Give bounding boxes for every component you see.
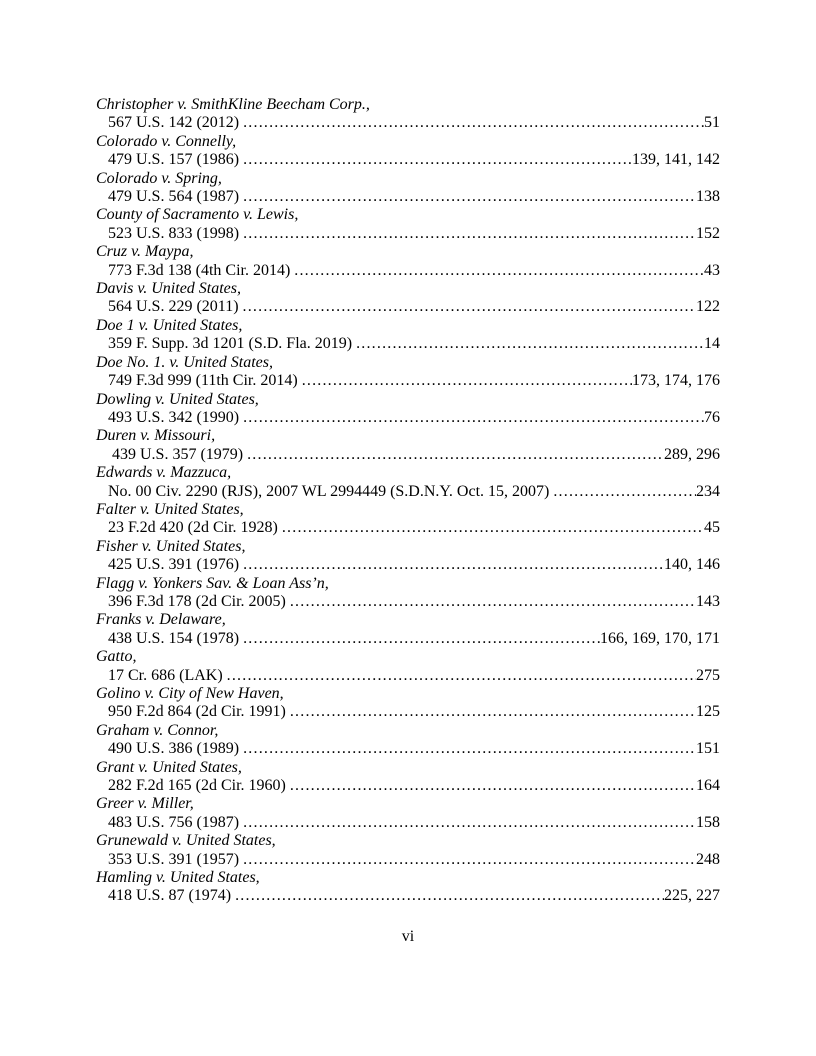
page-references: 122: [696, 298, 720, 316]
case-name: Golino v. City of New Haven,: [96, 685, 284, 702]
page-references: 76: [704, 408, 720, 426]
case-name: Colorado v. Connelly,: [96, 132, 237, 150]
page-references: 140, 146: [664, 556, 720, 574]
page-number-label: vi: [401, 928, 415, 945]
citation-text: 493 U.S. 342 (1990): [108, 408, 240, 426]
dot-leader: [243, 151, 632, 169]
dot-leader: [243, 630, 600, 648]
citation-line: [96, 630, 720, 648]
citation-line: [96, 814, 720, 832]
toa-entry: [96, 243, 720, 280]
case-name: Grunewald v. United States,: [96, 832, 276, 850]
toa-entry: [96, 538, 720, 575]
citation-text: 23 F.2d 420 (2d Cir. 1928): [108, 519, 278, 537]
citation-line: [96, 887, 720, 905]
dot-leader: [243, 851, 696, 869]
citation-text: 359 F. Supp. 3d 1201 (S.D. Fla. 2019): [108, 335, 353, 353]
case-name: Cruz v. Maypa,: [96, 243, 194, 261]
dot-leader: [243, 556, 664, 574]
case-name: Fisher v. United States,: [96, 537, 246, 555]
toa-entry: [96, 722, 720, 759]
citation-line: [96, 335, 720, 353]
citation-text: No. 00 Civ. 2290 (RJS), 2007 WL 2994449 (S.D.N.Y. Oct. 15, 2007): [108, 482, 550, 500]
page-references: 234: [696, 482, 720, 500]
case-name: Edwards v. Mazzuca,: [96, 464, 232, 482]
citation-text: 749 F.3d 999 (11th Cir. 2014): [108, 372, 298, 390]
toa-entry: [96, 96, 720, 133]
case-name: Hamling v. United States,: [96, 869, 260, 887]
dot-leader: [243, 225, 696, 243]
dot-leader: [290, 593, 696, 611]
toa-entry: [96, 464, 720, 501]
toa-entry: [96, 501, 720, 538]
toa-entry: [96, 280, 720, 317]
page-references: 125: [696, 703, 720, 721]
page-references: 143: [696, 592, 720, 610]
citation-line: [96, 188, 720, 206]
case-name: Falter v. United States,: [96, 500, 244, 518]
citation-text: 439 U.S. 357 (1979): [108, 445, 244, 463]
citation-text: 490 U.S. 386 (1989): [108, 740, 240, 758]
citation-text: 950 F.2d 864 (2d Cir. 1991): [108, 703, 286, 721]
dot-leader: [302, 372, 632, 390]
dot-leader: [294, 262, 704, 280]
table-of-authorities: [96, 96, 720, 906]
dot-leader: [243, 188, 696, 206]
page-references: 225, 227: [664, 887, 720, 905]
toa-entry: [96, 206, 720, 243]
case-name: Flagg v. Yonkers Sav. & Loan Ass’n,: [96, 574, 329, 592]
citation-line: [96, 298, 720, 316]
citation-text: 282 F.2d 165 (2d Cir. 1960): [108, 777, 286, 795]
dot-leader: [243, 814, 696, 832]
citation-text: 567 U.S. 142 (2012): [108, 114, 240, 132]
citation-text: 418 U.S. 87 (1974): [108, 887, 232, 905]
page-references: 51: [704, 114, 720, 132]
toa-entry: [96, 170, 720, 207]
citation-line: [96, 703, 720, 721]
citation-line: [96, 446, 720, 464]
case-name: Duren v. Missouri,: [96, 427, 216, 445]
toa-entry: [96, 427, 720, 464]
case-name: Grant v. United States,: [96, 758, 242, 776]
toa-entry: [96, 317, 720, 354]
citation-line: [96, 372, 720, 390]
dot-leader: [243, 114, 704, 132]
citation-line: [96, 225, 720, 243]
page-references: 248: [696, 850, 720, 868]
citation-line: [96, 519, 720, 537]
dot-leader: [235, 887, 664, 905]
dot-leader: [356, 335, 704, 353]
toa-entry: [96, 354, 720, 391]
case-name: Christopher v. SmithKline Beecham Corp.,: [96, 96, 370, 113]
citation-text: 523 U.S. 833 (1998): [108, 224, 240, 242]
citation-line: [96, 556, 720, 574]
case-name: Graham v. Connor,: [96, 721, 219, 739]
citation-text: 425 U.S. 391 (1976): [108, 556, 240, 574]
page-references: 14: [704, 335, 720, 353]
page-references: 43: [704, 261, 720, 279]
citation-text: 773 F.3d 138 (4th Cir. 2014): [108, 261, 291, 279]
case-name: Greer v. Miller,: [96, 795, 194, 813]
citation-line: [96, 777, 720, 795]
page-references: 152: [696, 224, 720, 242]
citation-text: 396 F.3d 178 (2d Cir. 2005): [108, 592, 286, 610]
citation-text: 438 U.S. 154 (1978): [108, 629, 240, 647]
dot-leader: [282, 519, 704, 537]
citation-line: [96, 409, 720, 427]
citation-line: [96, 114, 720, 132]
page-references: 45: [704, 519, 720, 537]
citation-text: 564 U.S. 229 (2011): [108, 298, 239, 316]
toa-entry: [96, 575, 720, 612]
page-references: 166, 169, 170, 171: [600, 629, 720, 647]
dot-leader: [290, 703, 696, 721]
page-footer: [0, 928, 816, 946]
citation-line: [96, 851, 720, 869]
page-references: 275: [696, 666, 720, 684]
page-references: 173, 174, 176: [632, 372, 720, 390]
toa-entry: [96, 759, 720, 796]
citation-line: [96, 667, 720, 685]
toa-entry: [96, 133, 720, 170]
toa-entry: [96, 611, 720, 648]
case-name: Doe No. 1. v. United States,: [96, 353, 274, 371]
citation-line: [96, 262, 720, 280]
toa-entry: [96, 832, 720, 869]
page-references: 138: [696, 188, 720, 206]
citation-line: [96, 593, 720, 611]
page-references: 164: [696, 777, 720, 795]
toa-entry: [96, 869, 720, 906]
citation-line: [96, 483, 720, 501]
page-references: 158: [696, 813, 720, 831]
case-name: County of Sacramento v. Lewis,: [96, 206, 299, 224]
page-references: 139, 141, 142: [632, 151, 720, 169]
toa-entry: [96, 648, 720, 685]
case-name: Dowling v. United States,: [96, 390, 259, 408]
case-name: Doe 1 v. United States,: [96, 316, 243, 334]
citation-text: 479 U.S. 157 (1986): [108, 151, 240, 169]
dot-leader: [290, 777, 696, 795]
case-name: Davis v. United States,: [96, 280, 242, 298]
dot-leader: [243, 409, 704, 427]
citation-line: [96, 151, 720, 169]
citation-text: 17 Cr. 686 (LAK): [108, 666, 223, 684]
case-name: Franks v. Delaware,: [96, 611, 226, 629]
toa-entry: [96, 795, 720, 832]
dot-leader: [227, 667, 696, 685]
toa-entry: [96, 391, 720, 428]
dot-leader: [247, 446, 664, 464]
dot-leader: [553, 483, 696, 501]
case-name: Colorado v. Spring,: [96, 169, 222, 187]
citation-text: 483 U.S. 756 (1987): [108, 813, 240, 831]
citation-text: 353 U.S. 391 (1957): [108, 850, 240, 868]
toa-entry: [96, 685, 720, 722]
dot-leader: [243, 298, 696, 316]
page-references: 289, 296: [664, 445, 720, 463]
page-references: 151: [696, 740, 720, 758]
citation-text: 479 U.S. 564 (1987): [108, 188, 240, 206]
citation-line: [96, 740, 720, 758]
dot-leader: [243, 740, 696, 758]
case-name: Gatto,: [96, 648, 137, 666]
